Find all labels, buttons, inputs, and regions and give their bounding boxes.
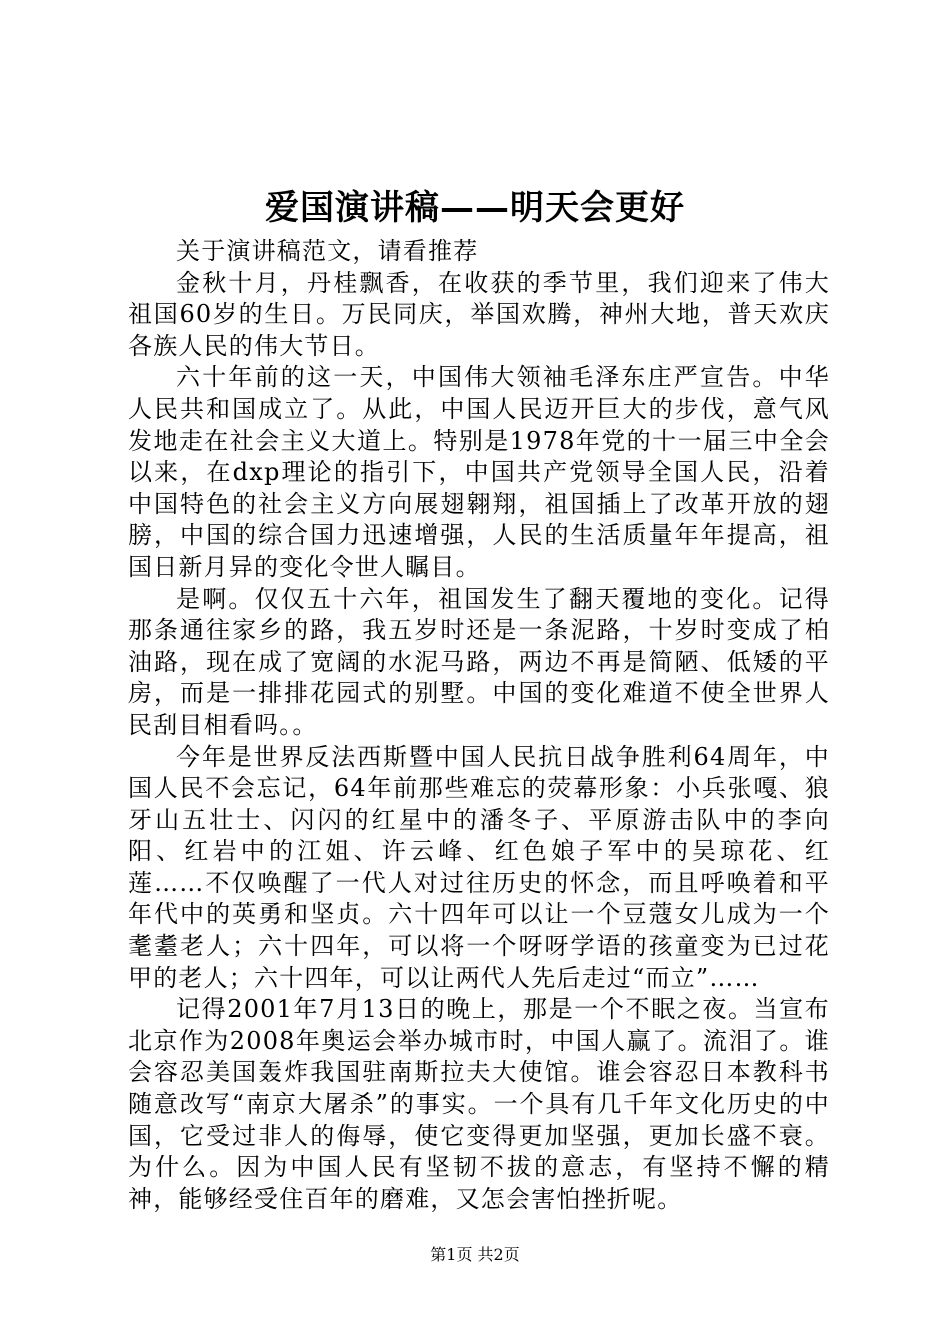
paragraph-4: 今年是世界反法西斯暨中国人民抗日战争胜利64周年，中国人民不会忘记，64年前那些难忘的荧幕形象：小兵张嘎、狼牙山五壮士、闪闪的红星中的潘冬子、平原游击队中的李向阳、红岩中的江姐、许云峰、红色娘子军中的吴琼花、红莲……不仅唤醒了一代人对过往历史的怀念，而且呼唤着和平年代中的英勇和坚贞。六十四年可以让一个豆蔻女儿成为一个耄耋老人；六十四年，可以将一个呀呀学语的孩童变为已过花甲的老人；六十四年，可以让两代人先后走过“而立”…… [128,742,830,992]
document-body [128,236,830,1215]
paragraph-1: 金秋十月，丹桂飘香，在收获的季节里，我们迎来了伟大祖国60岁的生日。万民同庆，举国欢腾，神州大地，普天欢庆各族人民的伟大节日。 [128,268,830,360]
document-title: 爱国演讲稿——明天会更好 [265,188,685,228]
paragraph-2: 六十年前的这一天，中国伟大领袖毛泽东庄严宣告。中华人民共和国成立了。从此，中国人民迈开巨大的步伐，意气风发地走在社会主义大道上。特别是1978年党的十一届三中全会以来，在dxp理论的指引下，中国共产党领导全国人民，沿着中国特色的社会主义方向展翅翱翔，祖国插上了改革开放的翅膀，中国的综合国力迅速增强，人民的生活质量年年提高，祖国日新月异的变化令世人瞩目。 [128,363,830,581]
paragraph-3: 是啊。仅仅五十六年，祖国发生了翻天覆地的变化。记得那条通往家乡的路，我五岁时还是一条泥路，十岁时变成了柏油路，现在成了宽阔的水泥马路，两边不再是简陋、低矮的平房，而是一排排花园式的别墅。中国的变化难道不使全世界人民刮目相看吗。。 [128,584,830,739]
page-footer: 第1页 共2页 [430,1245,520,1264]
paragraph-5: 记得2001年7月13日的晚上，那是一个不眠之夜。当宣布北京作为2008年奥运会举办城市时，中国人赢了。流泪了。谁会容忍美国轰炸我国驻南斯拉夫大使馆。谁会容忍日本教科书随意改写“南京大屠杀”的事实。一个具有几千年文化历史的中国，它受过非人的侮辱，使它变得更加坚强，更加长盛不衰。为什么。因为中国人民有坚韧不拔的意志，有坚持不懈的精神，能够经受住百年的磨难，又怎会害怕挫折呢。 [128,995,830,1213]
paragraph-intro: 关于演讲稿范文，请看推荐 [176,237,479,265]
